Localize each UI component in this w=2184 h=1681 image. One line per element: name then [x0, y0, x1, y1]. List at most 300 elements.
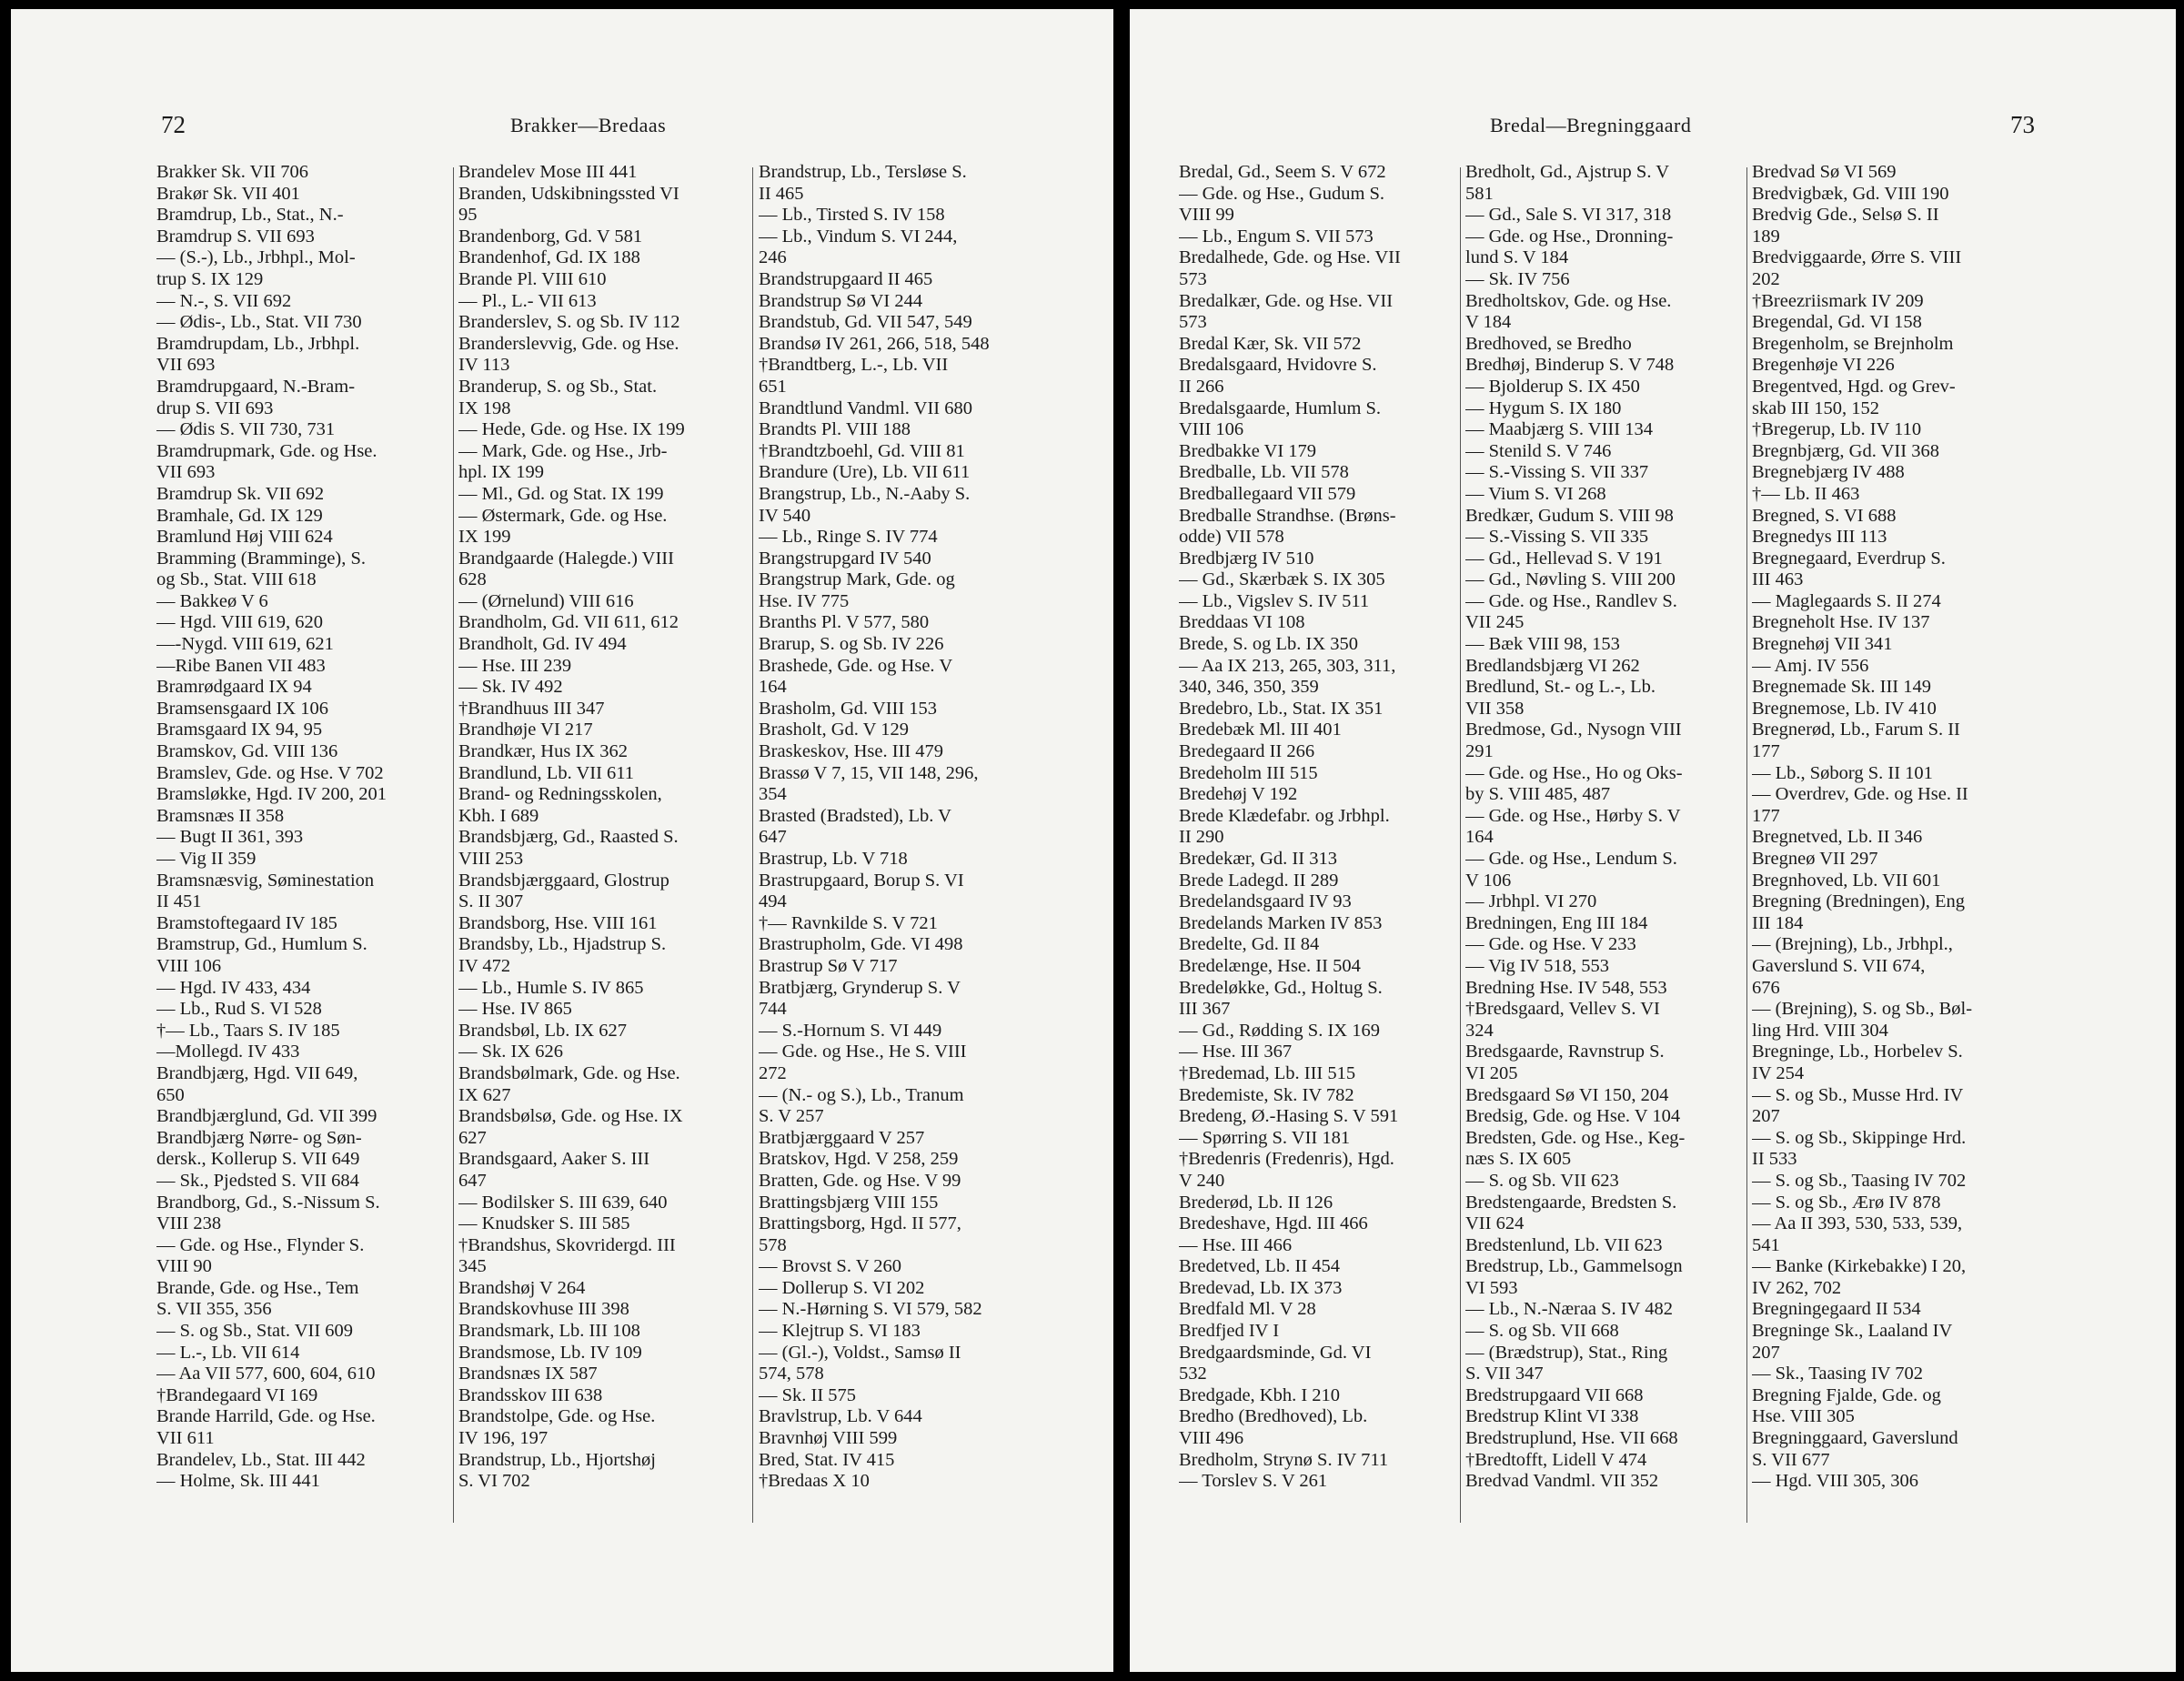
- index-line: Bramdrupdam, Lb., Jrbhpl.: [156, 333, 360, 354]
- index-line: 541: [1752, 1234, 1780, 1255]
- index-line: drup S. VII 693: [156, 398, 274, 418]
- index-line: Bredningen, Eng III 184: [1465, 912, 1648, 933]
- index-line: Bregningegaard II 534: [1752, 1299, 1921, 1320]
- index-line: IX 199: [458, 527, 511, 548]
- index-line: —Mollegd. IV 433: [156, 1042, 300, 1062]
- index-line: Brandgaarde (Halegde.) VIII: [458, 548, 674, 569]
- index-line: Bredballegaard VII 579: [1179, 483, 1356, 504]
- index-line: Bramsnæs II 358: [156, 805, 285, 826]
- column-rule: [1460, 167, 1461, 1523]
- index-line: Brande Pl. VIII 610: [458, 268, 607, 289]
- index-line: †Bregerup, Lb. IV 110: [1752, 419, 1922, 440]
- index-line: Bredvad Sø VI 569: [1752, 162, 1897, 182]
- index-line: Bravnhøj VIII 599: [759, 1428, 898, 1449]
- index-line: IV 262, 702: [1752, 1277, 1842, 1298]
- index-line: Bregninggaard, Gaverslund: [1752, 1428, 1958, 1449]
- index-line: Brattingsbjærg VIII 155: [759, 1192, 939, 1213]
- index-line: II 266: [1179, 376, 1224, 397]
- index-line: — Hgd. VIII 619, 620: [156, 612, 323, 633]
- index-line: — Sk. IX 626: [458, 1042, 564, 1062]
- index-column-3: [759, 162, 1039, 1493]
- index-line: 494: [759, 891, 787, 912]
- index-line: Branderslev, S. og Sb. IV 112: [458, 312, 680, 333]
- index-line: Brandsbølmark, Gde. og Hse.: [458, 1062, 680, 1083]
- index-column-2: [458, 162, 748, 1493]
- index-line: — S. og Sb., Taasing IV 702: [1752, 1170, 1967, 1191]
- index-line: †Brandegaard VI 169: [156, 1384, 318, 1405]
- index-line: og Sb., Stat. VIII 618: [156, 569, 317, 590]
- index-line: — Gd., Hellevad S. V 191: [1465, 548, 1663, 569]
- index-line: — Aa VII 577, 600, 604, 610: [156, 1364, 376, 1384]
- index-line: 324: [1465, 1020, 1494, 1041]
- index-line: Brakør Sk. VII 401: [156, 183, 300, 204]
- index-line: Brandstub, Gd. VII 547, 549: [759, 312, 972, 333]
- index-line: — S.-Hornum S. VI 449: [759, 1020, 942, 1041]
- index-line: — Vium S. VI 268: [1465, 483, 1606, 504]
- index-line: Bredholt, Gd., Ajstrup S. V: [1465, 162, 1669, 182]
- index-line: — Gde. og Hse., Flynder S.: [156, 1234, 365, 1255]
- index-line: 345: [458, 1256, 487, 1277]
- index-line: — Bjolderup S. IX 450: [1465, 376, 1640, 397]
- index-line: Brasholt, Gd. V 129: [759, 720, 909, 740]
- index-line: †Brandshus, Skovridergd. III: [458, 1234, 676, 1255]
- index-line: VI 205: [1465, 1062, 1518, 1083]
- index-line: — Gde. og Hse., Lendum S.: [1465, 849, 1677, 869]
- index-line: — Holme, Sk. III 441: [156, 1471, 320, 1492]
- index-line: lund S. V 184: [1465, 247, 1569, 268]
- index-line: — Sk., Pjedsted S. VII 684: [156, 1170, 359, 1191]
- index-line: 744: [759, 999, 787, 1020]
- index-line: Bredelte, Gd. II 84: [1179, 934, 1320, 955]
- index-line: Bredelænge, Hse. II 504: [1179, 955, 1361, 976]
- index-line: Bredlandsbjærg VI 262: [1465, 655, 1640, 676]
- index-line: Brandholm, Gd. VII 611, 612: [458, 612, 679, 633]
- index-line: Brandsnæs IX 587: [458, 1364, 598, 1384]
- index-line: Brashede, Gde. og Hse. V: [759, 655, 953, 676]
- index-line: — S.-Vissing S. VII 337: [1465, 462, 1649, 483]
- index-line: Bredkær, Gudum S. VIII 98: [1465, 505, 1674, 526]
- index-line: 189: [1752, 226, 1780, 247]
- index-line: Brandlund, Lb. VII 611: [458, 762, 635, 783]
- index-line: II 465: [759, 183, 804, 204]
- index-line: — Gd., Nøvling S. VIII 200: [1465, 569, 1676, 590]
- page-number: 72: [161, 111, 186, 138]
- index-line: Bredal Kær, Sk. VII 572: [1179, 333, 1362, 354]
- index-line: Brandelev, Lb., Stat. III 442: [156, 1449, 366, 1470]
- index-line: Brandsby, Lb., Hjadstrup S.: [458, 934, 667, 955]
- index-line: — Hse. III 466: [1179, 1234, 1293, 1255]
- index-line: 202: [1752, 268, 1780, 289]
- index-line: — Ødis-, Lb., Stat. VII 730: [156, 312, 362, 333]
- index-line: Brandenborg, Gd. V 581: [458, 226, 643, 247]
- running-head: Bredal—Bregninggaard: [1490, 114, 1692, 136]
- index-line: — (Brejning), Lb., Jrbhpl.,: [1752, 934, 1953, 955]
- index-line: Brandsbølsø, Gde. og Hse. IX: [458, 1106, 683, 1127]
- index-line: Brandbjærg, Hgd. VII 649,: [156, 1062, 358, 1083]
- index-line: Bramsløkke, Hgd. IV 200, 201: [156, 784, 387, 805]
- index-line: Brandhøje VI 217: [458, 720, 593, 740]
- index-line: Branths Pl. V 577, 580: [759, 612, 930, 633]
- index-line: 647: [458, 1170, 487, 1191]
- index-line: Bregninge, Lb., Horbelev S.: [1752, 1042, 1963, 1062]
- index-line: — Sk. IV 492: [458, 677, 563, 698]
- index-line: VIII 238: [156, 1213, 222, 1234]
- index-line: III 184: [1752, 912, 1804, 933]
- index-line: — (Ørnelund) VIII 616: [458, 590, 634, 611]
- index-line: — (N.- og S.), Lb., Tranum: [759, 1084, 964, 1105]
- index-line: VIII 253: [458, 849, 524, 869]
- index-line: VIII 99: [1179, 205, 1234, 226]
- index-line: Bredekær, Gd. II 313: [1179, 849, 1337, 869]
- index-line: Bramdrupgaard, N.-Bram-: [156, 376, 356, 397]
- index-line: †Bredenris (Fredenris), Hgd.: [1179, 1149, 1394, 1170]
- index-line: — Maglegaards S. II 274: [1752, 590, 1941, 611]
- index-line: Brasholm, Gd. VIII 153: [759, 698, 938, 719]
- index-line: Bredning Hse. IV 548, 553: [1465, 977, 1667, 998]
- index-line: — Gde. og Hse. V 233: [1465, 934, 1636, 955]
- index-line: — Torslev S. V 261: [1179, 1471, 1328, 1492]
- index-line: Hse. VIII 305: [1752, 1406, 1855, 1427]
- index-line: Bramrødgaard IX 94: [156, 677, 312, 698]
- index-line: Bredho (Bredhoved), Lb.: [1179, 1406, 1368, 1427]
- index-line: — Lb., Humle S. IV 865: [458, 977, 644, 998]
- index-line: Bredelandsgaard IV 93: [1179, 891, 1352, 912]
- index-line: Bredvig Gde., Selsø S. II: [1752, 205, 1939, 226]
- index-line: — Bodilsker S. III 639, 640: [458, 1192, 668, 1213]
- index-line: — Lb., Engum S. VII 573: [1179, 226, 1374, 247]
- index-line: Brarup, S. og Sb. IV 226: [759, 634, 944, 655]
- index-line: Gaverslund S. VII 674,: [1752, 955, 1926, 976]
- index-line: Bramsgaard IX 94, 95: [156, 720, 323, 740]
- index-line: — Amj. IV 556: [1752, 655, 1869, 676]
- index-line: Bredbakke VI 179: [1179, 440, 1317, 461]
- index-line: †Bredtofft, Lidell V 474: [1465, 1449, 1647, 1470]
- index-line: Brandelev Mose III 441: [458, 162, 638, 182]
- index-line: Brandsbjærggaard, Glostrup: [458, 870, 669, 891]
- index-line: Bregning Fjalde, Gde. og: [1752, 1384, 1941, 1405]
- index-line: Brandsbøl, Lb. IX 627: [458, 1020, 628, 1041]
- index-line: Brede Ladegd. II 289: [1179, 870, 1339, 891]
- index-line: S. VII 347: [1465, 1364, 1544, 1384]
- index-line: Bredstrup Klint VI 338: [1465, 1406, 1639, 1427]
- index-line: Bramdrup, Lb., Stat., N.-: [156, 205, 344, 226]
- index-line: — Aa II 393, 530, 533, 539,: [1752, 1213, 1963, 1234]
- index-line: Bramdrup S. VII 693: [156, 226, 315, 247]
- index-line: †Bredaas X 10: [759, 1471, 870, 1492]
- index-line: 581: [1465, 183, 1494, 204]
- index-line: 627: [458, 1127, 487, 1148]
- index-line: — Gd., Rødding S. IX 169: [1179, 1020, 1380, 1041]
- index-line: Bredehøj V 192: [1179, 784, 1298, 805]
- index-line: — Gde. og Hse., He S. VIII: [759, 1042, 967, 1062]
- index-line: Brede Klædefabr. og Jrbhpl.: [1179, 805, 1390, 826]
- index-line: VIII 496: [1179, 1428, 1244, 1449]
- index-line: Bredbjærg IV 510: [1179, 548, 1314, 569]
- index-line: Brandbjærg Nørre- og Søn-: [156, 1127, 362, 1148]
- index-line: Bredegaard II 266: [1179, 741, 1315, 762]
- index-line: 650: [156, 1084, 185, 1105]
- index-line: — Ødis S. VII 730, 731: [156, 419, 336, 440]
- index-line: — (Brejning), S. og Sb., Bøl-: [1752, 999, 1973, 1020]
- index-line: Bregnhoved, Lb. VII 601: [1752, 870, 1941, 891]
- index-line: — L.-, Lb. VII 614: [156, 1342, 300, 1363]
- index-line: 177: [1752, 741, 1780, 762]
- index-line: Bredfald Ml. V 28: [1179, 1299, 1316, 1320]
- index-line: III 367: [1179, 999, 1231, 1020]
- index-line: Bredeløkke, Gd., Holtug S.: [1179, 977, 1383, 998]
- index-line: — Spørring S. VII 181: [1179, 1127, 1351, 1148]
- index-line: Bratbjærg, Grynderup S. V: [759, 977, 961, 998]
- index-line: Brattingsborg, Hgd. II 577,: [759, 1213, 961, 1234]
- page-number: 73: [2010, 111, 2035, 138]
- index-line: — Lb., Rud S. VI 528: [156, 999, 322, 1020]
- index-line: Bredviggaarde, Ørre S. VIII: [1752, 247, 1962, 268]
- index-line: Bredvad Vandml. VII 352: [1465, 1471, 1659, 1492]
- index-line: Bratskov, Hgd. V 258, 259: [759, 1149, 959, 1170]
- index-line: Bramming (Bramminge), S.: [156, 548, 367, 569]
- index-line: Bredstengaarde, Bredsten S.: [1465, 1192, 1677, 1213]
- index-line: II 533: [1752, 1149, 1797, 1170]
- index-line: — Klejtrup S. VI 183: [759, 1321, 921, 1342]
- index-line: — Hse. III 367: [1179, 1042, 1293, 1062]
- index-line: Brandenhof, Gd. IX 188: [458, 247, 640, 268]
- index-line: — S. og Sb., Skippinge Hrd.: [1752, 1127, 1967, 1148]
- column-rule: [453, 167, 454, 1523]
- index-line: Bredeholm III 515: [1179, 762, 1318, 783]
- index-line: Brandholt, Gd. IV 494: [458, 634, 627, 655]
- index-line: Bredeng, Ø.-Hasing S. V 591: [1179, 1106, 1399, 1127]
- index-line: Brandsø IV 261, 266, 518, 548: [759, 333, 990, 354]
- index-line: S. VII 677: [1752, 1449, 1830, 1470]
- index-line: — Lb., Vindum S. VI 244,: [759, 226, 958, 247]
- index-line: Bramskov, Gd. VIII 136: [156, 741, 338, 762]
- index-line: 651: [759, 376, 787, 397]
- index-line: — Sk. IV 756: [1465, 268, 1570, 289]
- index-line: Brandsmark, Lb. III 108: [458, 1321, 640, 1342]
- index-line: IV 540: [759, 505, 811, 526]
- index-line: VII 611: [156, 1428, 215, 1449]
- index-line: trup S. IX 129: [156, 268, 264, 289]
- index-line: Bregnbjærg, Gd. VII 368: [1752, 440, 1939, 461]
- index-line: Bramdrup Sk. VII 692: [156, 483, 325, 504]
- index-line: Bramhale, Gd. IX 129: [156, 505, 323, 526]
- index-line: 272: [759, 1062, 787, 1083]
- index-line: Bramlund Høj VIII 624: [156, 527, 333, 548]
- index-line: Brandstrup, Lb., Tersløse S.: [759, 162, 967, 182]
- index-line: — Gde. og Hse., Dronning-: [1465, 226, 1674, 247]
- index-line: IV 472: [458, 955, 511, 976]
- index-line: — S. og Sb., Stat. VII 609: [156, 1321, 354, 1342]
- index-column-3: [1752, 162, 2034, 1493]
- index-line: †Bredsgaard, Vellev S. VI: [1465, 999, 1660, 1020]
- index-line: — Hgd. VIII 305, 306: [1752, 1471, 1918, 1492]
- index-line: †— Lb., Taars S. IV 185: [156, 1020, 340, 1041]
- index-line: Bregnebjærg IV 488: [1752, 462, 1905, 483]
- index-line: †Breezriismark IV 209: [1752, 290, 1924, 311]
- index-column-2: [1465, 162, 1742, 1493]
- index-line: 574, 578: [759, 1364, 824, 1384]
- index-line: Bredholtskov, Gde. og Hse.: [1465, 290, 1672, 311]
- index-line: Brandts Pl. VIII 188: [759, 419, 911, 440]
- index-column-1: [1179, 162, 1455, 1493]
- index-line: — Lb., N.-Næraa S. IV 482: [1465, 1299, 1673, 1320]
- index-line: — Hse. IV 865: [458, 999, 572, 1020]
- index-line: Brandstrup Sø VI 244: [759, 290, 923, 311]
- index-line: 164: [759, 677, 787, 698]
- index-line: VII 693: [156, 355, 216, 376]
- index-line: Bred, Stat. IV 415: [759, 1449, 895, 1470]
- index-line: — S. og Sb. VII 668: [1465, 1321, 1619, 1342]
- index-line: Brederød, Lb. II 126: [1179, 1192, 1334, 1213]
- index-line: Brandstolpe, Gde. og Hse.: [458, 1406, 656, 1427]
- index-line: 164: [1465, 827, 1494, 848]
- index-line: næs S. IX 605: [1465, 1149, 1572, 1170]
- index-line: Brassø V 7, 15, VII 148, 296,: [759, 762, 979, 783]
- index-line: Bredgade, Kbh. I 210: [1179, 1384, 1341, 1405]
- index-line: — Vig IV 518, 553: [1465, 955, 1610, 976]
- index-line: — Aa IX 213, 265, 303, 311,: [1179, 655, 1396, 676]
- index-line: Brakker Sk. VII 706: [156, 162, 309, 182]
- index-line: V 184: [1465, 312, 1512, 333]
- index-line: — Hgd. IV 433, 434: [156, 977, 311, 998]
- index-line: 354: [759, 784, 787, 805]
- index-line: Bredsgaarde, Ravnstrup S.: [1465, 1042, 1665, 1062]
- index-line: 578: [759, 1234, 787, 1255]
- index-line: Bredsig, Gde. og Hse. V 104: [1465, 1106, 1681, 1127]
- index-line: Brandkær, Hus IX 362: [458, 741, 628, 762]
- index-line: Bramslev, Gde. og Hse. V 702: [156, 762, 384, 783]
- index-line: S. VII 355, 356: [156, 1299, 272, 1320]
- index-line: Bregnetved, Lb. II 346: [1752, 827, 1923, 848]
- index-line: Brastrupholm, Gde. VI 498: [759, 934, 963, 955]
- index-line: — S.-Vissing S. VII 335: [1465, 527, 1649, 548]
- index-line: Brandtlund Vandml. VII 680: [759, 398, 972, 418]
- index-line: Brandure (Ure), Lb. VII 611: [759, 462, 971, 483]
- index-line: Bregnedys III 113: [1752, 527, 1887, 548]
- index-line: Bredmose, Gd., Nysogn VIII: [1465, 720, 1682, 740]
- index-line: IV 254: [1752, 1062, 1805, 1083]
- index-line: VII 624: [1465, 1213, 1525, 1234]
- index-line: Bredstrupgaard VII 668: [1465, 1384, 1644, 1405]
- index-line: — Banke (Kirkebakke) I 20,: [1752, 1256, 1967, 1277]
- left-page: [11, 9, 1113, 1672]
- index-line: 647: [759, 827, 787, 848]
- index-line: Bredfjed IV I: [1179, 1321, 1280, 1342]
- index-line: — (S.-), Lb., Jrbhpl., Mol-: [156, 247, 356, 268]
- index-line: Bredalsgaarde, Humlum S.: [1179, 398, 1382, 418]
- index-line: IX 198: [458, 398, 511, 418]
- index-line: Kbh. I 689: [458, 805, 539, 826]
- index-line: — S. og Sb., Ærø IV 878: [1752, 1192, 1941, 1213]
- index-line: — Ml., Gd. og Stat. IX 199: [458, 483, 664, 504]
- index-line: S. V 257: [759, 1106, 824, 1127]
- index-line: 628: [458, 569, 487, 590]
- index-line: Brasted (Bradsted), Lb. V: [759, 805, 951, 826]
- index-line: Bregendal, Gd. VI 158: [1752, 312, 1922, 333]
- index-line: Bredstenlund, Lb. VII 623: [1465, 1234, 1663, 1255]
- index-line: Bredelands Marken IV 853: [1179, 912, 1383, 933]
- index-line: — Gde. og Hse., Hørby S. V: [1465, 805, 1681, 826]
- index-line: Brandstrupgaard II 465: [759, 268, 933, 289]
- index-line: 246: [759, 247, 787, 268]
- index-column-1: [156, 162, 449, 1493]
- index-line: 573: [1179, 312, 1207, 333]
- index-line: — Vig II 359: [156, 849, 257, 869]
- index-line: Bredevad, Lb. IX 373: [1179, 1277, 1343, 1298]
- index-line: — Lb., Vigslev S. IV 511: [1179, 590, 1370, 611]
- index-line: Bredeshave, Hgd. III 466: [1179, 1213, 1368, 1234]
- index-line: Bratten, Gde. og Hse. V 99: [759, 1170, 961, 1191]
- index-line: — Gde. og Hse., Gudum S.: [1179, 183, 1385, 204]
- index-line: Bredal, Gd., Seem S. V 672: [1179, 162, 1386, 182]
- index-line: 95: [458, 205, 478, 226]
- index-line: 676: [1752, 977, 1780, 998]
- index-line: Bredholm, Strynø S. IV 711: [1179, 1449, 1389, 1470]
- index-line: Bredstrup, Lb., Gammelsogn: [1465, 1256, 1683, 1277]
- index-line: Brede, S. og Lb. IX 350: [1179, 634, 1359, 655]
- index-line: odde) VII 578: [1179, 527, 1284, 548]
- index-line: — Lb., Søborg S. II 101: [1752, 762, 1933, 783]
- index-line: Bregneø VII 297: [1752, 849, 1878, 869]
- index-line: ling Hrd. VIII 304: [1752, 1020, 1888, 1041]
- index-line: — (Gl.-), Voldst., Samsø II: [759, 1342, 961, 1363]
- index-line: — Gde. og Hse., Randlev S.: [1465, 590, 1677, 611]
- index-line: Brandshøj V 264: [458, 1277, 586, 1298]
- index-line: Brande Harrild, Gde. og Hse.: [156, 1406, 376, 1427]
- index-line: dersk., Kollerup S. VII 649: [156, 1149, 360, 1170]
- index-line: Brande, Gde. og Hse., Tem: [156, 1277, 359, 1298]
- index-line: — Sk. II 575: [759, 1384, 857, 1405]
- index-line: — Bæk VIII 98, 153: [1465, 634, 1620, 655]
- index-line: Bregnegaard, Everdrup S.: [1752, 548, 1946, 569]
- index-line: Bregning (Bredningen), Eng: [1752, 891, 1965, 912]
- index-line: S. VI 702: [458, 1471, 530, 1492]
- index-line: — Maabjærg S. VIII 134: [1465, 419, 1653, 440]
- index-line: Bravlstrup, Lb. V 644: [759, 1406, 922, 1427]
- index-line: Bredemiste, Sk. IV 782: [1179, 1084, 1354, 1105]
- index-line: Bredballe, Lb. VII 578: [1179, 462, 1349, 483]
- index-line: — Jrbhpl. VI 270: [1465, 891, 1597, 912]
- index-line: Bredstruplund, Hse. VII 668: [1465, 1428, 1678, 1449]
- index-line: Bredgaardsminde, Gd. VI: [1179, 1342, 1372, 1363]
- index-line: Bregentved, Hgd. og Grev-: [1752, 376, 1956, 397]
- index-line: — Lb., Ringe S. IV 774: [759, 527, 938, 548]
- index-line: †Bredemad, Lb. III 515: [1179, 1062, 1356, 1083]
- index-line: 177: [1752, 805, 1780, 826]
- index-line: by S. VIII 485, 487: [1465, 784, 1611, 805]
- index-line: — S. og Sb. VII 623: [1465, 1170, 1619, 1191]
- index-line: Bredhøj, Binderup S. V 748: [1465, 355, 1675, 376]
- index-line: Brandsmose, Lb. IV 109: [458, 1342, 642, 1363]
- index-line: 340, 346, 350, 359: [1179, 677, 1319, 698]
- index-line: VII 693: [156, 462, 216, 483]
- index-line: — Knudsker S. III 585: [458, 1213, 630, 1234]
- index-line: — Hede, Gde. og Hse. IX 199: [458, 419, 685, 440]
- index-line: Bredhoved, se Bredho: [1465, 333, 1632, 354]
- right-page: [1130, 9, 2176, 1672]
- index-line: Braskeskov, Hse. III 479: [759, 741, 944, 762]
- index-line: Bramstoftegaard IV 185: [156, 912, 337, 933]
- index-line: IV 196, 197: [458, 1428, 549, 1449]
- index-line: —Ribe Banen VII 483: [156, 655, 326, 676]
- index-line: Bredebro, Lb., Stat. IX 351: [1179, 698, 1384, 719]
- index-line: II 451: [156, 891, 202, 912]
- index-line: Bregninge Sk., Laaland IV: [1752, 1321, 1953, 1342]
- index-line: Bregneholt Hse. IV 137: [1752, 612, 1930, 633]
- index-line: 291: [1465, 741, 1494, 762]
- index-line: — Lb., Tirsted S. IV 158: [759, 205, 945, 226]
- index-line: Bredalhede, Gde. og Hse. VII: [1179, 247, 1401, 268]
